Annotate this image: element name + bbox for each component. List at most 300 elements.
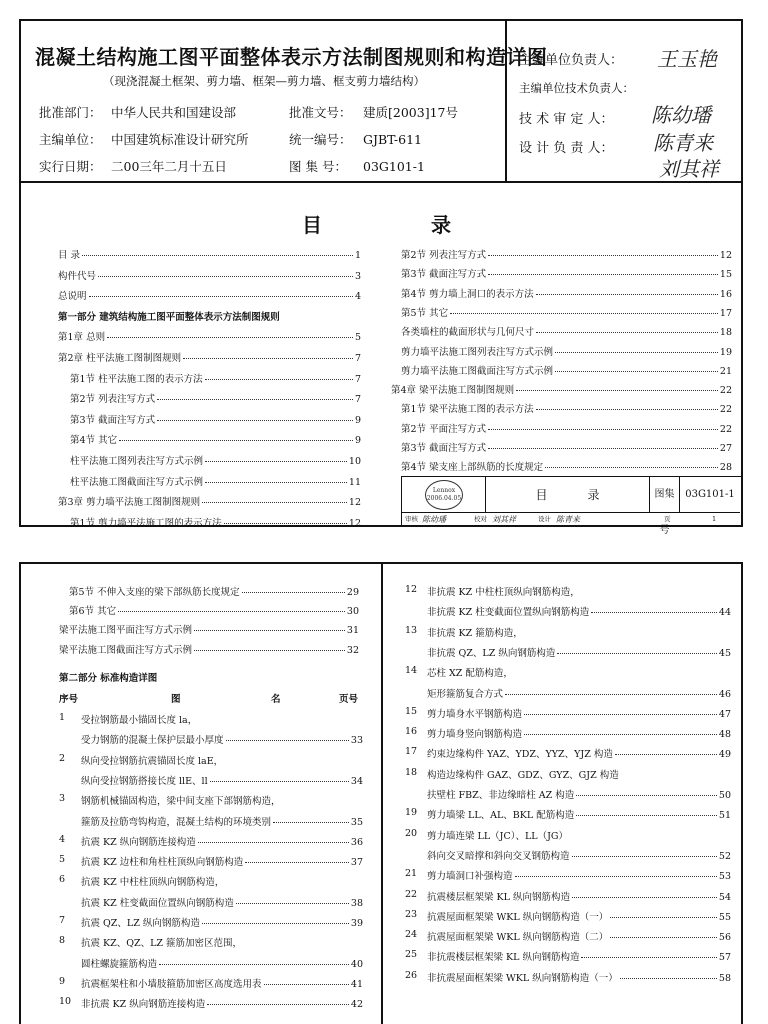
toc-leader <box>202 923 349 924</box>
toc-entry-title: 第4节 其它 <box>70 435 118 447</box>
item-line-2 <box>427 706 731 720</box>
item-line-2 <box>427 645 731 659</box>
toc-leader <box>524 734 717 735</box>
unified-no: GJBT-611 <box>363 132 422 147</box>
toc-entry-title: 第2节 列表注写方式 <box>70 394 156 406</box>
item-line-2 <box>427 686 731 700</box>
item-page: 40 <box>350 958 363 970</box>
toc-entry <box>401 305 732 319</box>
toc-entry-title: 第4节 剪力墙上洞口的表示方法 <box>401 288 534 300</box>
toc-leader <box>488 274 718 275</box>
toc-leader <box>207 1004 349 1005</box>
item-number: 24 <box>405 929 418 941</box>
item-title: 矩形箍筋复合方式 <box>427 688 504 700</box>
toc-leader <box>505 694 717 695</box>
toc-entry-title: 第一部分 建筑结构施工图平面整体表示方法制图规则 <box>58 311 280 323</box>
item-page: 50 <box>718 790 731 801</box>
item-page: 46 <box>718 688 731 700</box>
item-line-2 <box>427 929 731 943</box>
item-number: 10 <box>59 996 72 1008</box>
toc-leader <box>536 409 718 410</box>
item-number: 1 <box>59 712 66 723</box>
item-line-1: 非抗震 KZ 中柱柱顶纵向钢筋构造， <box>427 587 580 598</box>
item-title: 剪力墙梁 LL、AL、BKL 配筋构造 <box>427 810 575 822</box>
toc-entry <box>401 421 732 435</box>
item-title: 抗震 KZ 柱变截面位置纵向钢筋构造 <box>81 897 234 909</box>
toc-entry-page: 4 <box>354 291 361 303</box>
toc-entry-page: 28 <box>719 462 732 474</box>
item-page: 48 <box>718 729 731 741</box>
toc-entry <box>69 603 359 617</box>
col-header-name: 名 <box>271 694 281 705</box>
item-line-2 <box>427 807 731 821</box>
item-line-2 <box>81 854 363 868</box>
toc-entry-title: 第2章 柱平法施工图制图规则 <box>58 353 182 364</box>
toc-leader <box>89 296 353 297</box>
toc-leader <box>205 482 347 483</box>
toc-leader <box>242 592 345 593</box>
toc-leader <box>576 815 717 816</box>
toc-entry <box>70 453 361 467</box>
toc-leader <box>572 856 717 857</box>
toc-entry-title: 第3节 截面注写方式 <box>401 269 487 281</box>
toc-entry-page: 21 <box>719 365 732 377</box>
item-line-2 <box>427 868 731 882</box>
toc-entry-title: 第2节 平面注写方式 <box>401 423 487 435</box>
toc-leader <box>205 379 353 380</box>
toc-entry <box>70 474 361 488</box>
item-number: 20 <box>405 827 418 839</box>
item-line-2 <box>427 726 731 740</box>
toc-entry <box>401 440 732 454</box>
toc-entry <box>58 494 361 508</box>
toc-entry-title: 构件代号 <box>58 270 97 282</box>
responsible-persons <box>509 21 741 181</box>
toc-leader <box>555 371 718 372</box>
toc-entry-page: 11 <box>348 476 361 488</box>
item-number: 15 <box>405 705 418 717</box>
toc-leader <box>524 714 717 715</box>
toc-leader <box>450 313 718 314</box>
item-page: 38 <box>350 897 363 909</box>
toc-entry-title: 第5节 其它 <box>401 307 449 319</box>
toc-leader <box>488 429 718 430</box>
toc-entry-title: 梁平法施工图平面注写方式示例 <box>59 625 193 637</box>
item-title: 受力钢筋的混凝土保护层最小厚度 <box>81 735 224 747</box>
item-page: 35 <box>350 816 363 828</box>
item-title: 抗震屋面框架梁 WKL 纵向钢筋构造（一） <box>427 911 609 923</box>
atlas-no: 03G101-1 <box>363 159 425 174</box>
toc-entry-page: 30 <box>346 606 359 618</box>
toc-entry <box>59 622 359 636</box>
unit-head-label: 主编单位负责人： <box>519 53 624 68</box>
toc-leader <box>118 611 345 612</box>
toc-leader <box>224 523 347 524</box>
item-page: 34 <box>350 775 363 787</box>
toc-entry-page: 32 <box>346 644 359 656</box>
toc-entry-page: 17 <box>719 307 732 319</box>
editor-unit-label: 主编单位： <box>39 132 102 147</box>
item-page: 41 <box>350 978 363 990</box>
toc-entry <box>70 515 361 529</box>
toc-entry-title: 第4章 梁平法施工图制图规则 <box>391 385 515 397</box>
item-line-2 <box>81 834 363 848</box>
toc-leader <box>245 862 349 863</box>
item-line-2 <box>427 787 731 801</box>
designer-signature-1: 陈青来 <box>653 131 713 155</box>
toc-entry-page: 18 <box>719 327 732 339</box>
effective-date: 二00三年二月十五日 <box>111 159 227 174</box>
toc-entry-page: 12 <box>719 250 732 261</box>
toc-entry <box>70 391 361 405</box>
column-divider <box>381 564 383 1024</box>
item-page: 45 <box>718 647 731 659</box>
toc-entry <box>391 382 732 396</box>
toc-leader <box>555 352 718 353</box>
item-number: 12 <box>405 584 418 595</box>
toc-leader <box>107 337 353 338</box>
toc-entry <box>69 584 359 598</box>
title-block-name-char-2: 录 <box>587 488 600 502</box>
part2-title: 第二部分 标准构造详图 <box>59 673 158 684</box>
cover-header <box>21 21 741 183</box>
item-title: 非抗震 KZ 柱变截面位置纵向钢筋构造 <box>427 607 590 619</box>
item-number: 7 <box>59 915 66 926</box>
item-title: 剪力墙身竖向钢筋构造 <box>427 729 523 741</box>
item-title: 非抗震 KZ 纵向钢筋连接构造 <box>81 999 206 1011</box>
item-number: 3 <box>59 793 66 805</box>
check-signature: 刘其祥 <box>492 515 516 524</box>
item-page: 51 <box>718 810 731 822</box>
toc-entry <box>401 324 732 338</box>
item-page: 37 <box>350 857 363 869</box>
item-number: 13 <box>405 624 418 636</box>
item-page: 47 <box>718 708 731 720</box>
toc-leader <box>488 255 718 256</box>
toc-leader <box>515 876 717 877</box>
toc-leader <box>194 650 345 651</box>
toc-leader <box>119 440 353 441</box>
col-header-no: 序号 <box>59 694 79 705</box>
item-title: 非抗震楼层框架梁 KL 纵向钢筋构造 <box>427 952 580 964</box>
toc-entry-title: 第3章 剪力墙平法施工图制图规则 <box>58 497 201 509</box>
stamp-cell <box>402 477 486 513</box>
reviewer-label: 技 术 审 定 人： <box>519 112 614 127</box>
item-page: 36 <box>350 836 363 848</box>
toc-entry-title: 各类墙柱的截面形状与几何尺寸 <box>401 327 535 339</box>
atlas-number: 03G101-1 <box>685 489 735 500</box>
item-line-2 <box>81 915 363 929</box>
designer-label: 设 计 负 责 人： <box>519 141 614 156</box>
toc-entry <box>401 363 732 377</box>
toc-title-char-1: 目 <box>302 213 322 237</box>
item-number: 18 <box>405 766 418 778</box>
toc-leader <box>581 957 716 958</box>
toc-leader <box>516 390 718 391</box>
toc-leader <box>205 461 347 462</box>
reviewer-signature: 陈幼璠 <box>651 103 711 127</box>
item-title: 扶壁柱 FBZ、非边缘暗柱 AZ 构造 <box>427 790 575 801</box>
toc-leader <box>194 630 345 631</box>
approval-dept: 中华人民共和国建设部 <box>111 105 237 120</box>
catalog-page-2 <box>19 562 743 1024</box>
item-number: 26 <box>405 969 418 981</box>
toc-entry <box>58 309 361 323</box>
toc-entry <box>58 350 361 364</box>
item-line-1: 纵向受拉钢筋抗震锚固长度 laE， <box>81 755 224 767</box>
meta-row-approval <box>39 103 458 121</box>
toc-entry-page: 22 <box>719 423 732 435</box>
toc-entry-page: 22 <box>719 385 732 397</box>
item-number: 2 <box>59 752 66 764</box>
toc-leader <box>198 842 349 843</box>
item-line-2 <box>81 732 363 746</box>
item-line-1: 构造边缘构件 GAZ、GDZ、GYZ、GJZ 构造 <box>427 769 619 781</box>
toc-entry-title: 梁平法施工图截面注写方式示例 <box>59 644 193 656</box>
toc-leader <box>557 653 717 654</box>
toc-entry-title: 剪力墙平法施工图截面注写方式示例 <box>401 365 554 377</box>
toc-entry <box>401 459 732 473</box>
toc-leader <box>610 937 717 938</box>
toc-leader <box>226 740 349 741</box>
item-title: 抗震 KZ 纵向钢筋连接构造 <box>81 836 196 848</box>
toc-entry-page: 12 <box>348 497 361 509</box>
item-line-1: 抗震 KZ、QZ、LZ 箍筋加密区范围， <box>81 938 243 950</box>
toc-leader <box>183 358 353 359</box>
item-number: 21 <box>405 868 418 880</box>
item-page: 39 <box>350 918 363 929</box>
tech-head-label: 主编单位技术负责人： <box>519 81 634 95</box>
col-header-fig: 图 <box>171 694 181 705</box>
item-number: 23 <box>405 908 418 920</box>
toc-entry-page: 9 <box>354 414 361 426</box>
item-title: 约束边缘构件 YAZ、YDZ、YYZ、YJZ 构造 <box>427 749 613 761</box>
toc-entry <box>58 288 361 302</box>
toc-entry <box>401 247 732 261</box>
toc-entry-page: 5 <box>354 332 361 344</box>
item-title: 抗震楼层框架梁 KL 纵向钢筋构造 <box>427 891 570 903</box>
item-line-2 <box>427 949 731 963</box>
item-number: 22 <box>405 888 418 900</box>
item-title: 圆柱螺旋箍筋构造 <box>81 958 158 970</box>
item-page: 57 <box>718 952 731 964</box>
toc-entry-title: 剪力墙平法施工图列表注写方式示例 <box>401 346 554 358</box>
item-number: 25 <box>405 949 418 961</box>
item-page: 52 <box>718 850 731 862</box>
title-block-name <box>486 477 650 513</box>
toc-entry-title: 柱平法施工图列表注写方式示例 <box>70 456 204 467</box>
item-page: 42 <box>350 999 363 1011</box>
toc-leader <box>157 420 353 421</box>
item-title: 纵向受拉钢筋搭接长度 llE、ll <box>81 775 208 787</box>
item-line-2 <box>81 956 363 970</box>
item-page: 54 <box>718 891 731 903</box>
editor-unit: 中国建筑标准设计研究所 <box>111 132 249 147</box>
toc-leader <box>236 903 349 904</box>
item-title: 抗震 QZ、LZ 纵向钢筋构造 <box>81 918 200 929</box>
toc-entry-page: 22 <box>719 404 732 416</box>
toc-entry <box>58 247 361 261</box>
toc-entry-page: 29 <box>346 587 359 598</box>
item-title: 抗震框架柱和小墙肢箍筋加密区高度选用表 <box>81 978 262 990</box>
item-title: 非抗震 QZ、LZ 纵向钢筋构造 <box>427 647 556 659</box>
toc-entry-title: 第1节 梁平法施工图的表示方法 <box>401 404 534 416</box>
toc-leader <box>82 255 353 256</box>
item-title: 抗震 KZ 边柱和角柱柱顶纵向钢筋构造 <box>81 857 244 869</box>
item-line-2 <box>81 976 363 990</box>
item-title: 斜向交叉暗撑和斜向交叉钢筋构造 <box>427 850 570 862</box>
col-header-page: 页号 <box>339 694 359 705</box>
approval-no: 建质[2003]17号 <box>363 105 458 120</box>
item-line-2 <box>427 604 731 618</box>
effective-date-label: 实行日期： <box>39 159 102 174</box>
item-line-1: 非抗震 KZ 箍筋构造， <box>427 627 523 639</box>
toc-leader <box>210 781 349 782</box>
check-label: 校对 <box>474 515 487 523</box>
toc-entry-title: 总说明 <box>58 291 87 303</box>
toc-leader <box>545 467 718 468</box>
toc-entry-page: 19 <box>719 346 732 358</box>
toc-entry-title: 目 录 <box>58 250 81 261</box>
item-number: 6 <box>59 874 66 886</box>
item-page: 53 <box>718 871 731 883</box>
toc-entry <box>70 412 361 426</box>
toc-entry-title: 第4节 梁支座上部纵筋的长度规定 <box>401 462 544 474</box>
item-line-2 <box>427 746 731 760</box>
toc-entry-page: 10 <box>348 456 361 467</box>
toc-entry-title: 第5节 不伸入支座的梁下部纵筋长度规定 <box>69 587 240 598</box>
unified-no-label: 统一编号： <box>289 132 352 147</box>
toc-leader <box>536 294 718 295</box>
stamp: Lennox 2006.04.05 <box>425 480 463 510</box>
toc-entry-page: 7 <box>354 373 361 385</box>
review-signature: 陈幼璠 <box>422 515 446 524</box>
toc-leader <box>536 332 718 333</box>
toc-entry <box>401 344 732 358</box>
toc-entry-title: 柱平法施工图截面注写方式示例 <box>70 476 204 488</box>
item-line-1: 受拉钢筋最小锚固长度 la， <box>81 715 198 726</box>
designer-signature-2: 刘其祥 <box>659 157 719 181</box>
item-number: 14 <box>405 665 418 677</box>
toc-entry-page: 3 <box>354 270 361 282</box>
toc-entry-title: 第1节 柱平法施工图的表示方法 <box>70 373 203 385</box>
item-line-2 <box>81 814 363 828</box>
toc-entry-title: 第1章 总则 <box>58 332 106 344</box>
toc-entry <box>58 268 361 282</box>
toc-entry-title: 第2节 列表注写方式 <box>401 250 487 261</box>
title-block <box>401 476 741 536</box>
approval-dept-label: 批准部门： <box>39 105 102 120</box>
toc-entry-title: 第3节 截面注写方式 <box>70 414 156 426</box>
toc-entry-page: 9 <box>354 435 361 447</box>
item-line-1: 剪力墙连梁 LL（JC）、LL（JG） <box>427 830 568 842</box>
toc-entry <box>401 266 732 280</box>
toc-leader <box>620 978 717 979</box>
item-line-1: 芯柱 XZ 配筋构造， <box>427 668 513 680</box>
item-title: 抗震屋面框架梁 WKL 纵向钢筋构造（二） <box>427 932 609 944</box>
toc-entry-page: 27 <box>719 443 732 454</box>
meta-row-editor <box>39 130 422 148</box>
toc-entry <box>70 371 361 385</box>
toc-leader <box>576 795 717 796</box>
item-page: 55 <box>718 911 731 923</box>
item-number: 5 <box>59 854 66 866</box>
item-line-2 <box>81 895 363 909</box>
item-number: 17 <box>405 746 418 758</box>
item-page: 49 <box>718 749 731 761</box>
item-line-2 <box>81 773 363 787</box>
toc-entry <box>58 329 361 343</box>
toc-leader <box>157 399 353 400</box>
review-label: 审核 <box>405 515 418 523</box>
atlas-label: 图集号 <box>650 477 680 513</box>
design-label: 设计 <box>538 515 551 523</box>
header-info <box>21 21 548 181</box>
toc-entry <box>70 432 361 446</box>
item-number: 8 <box>59 935 66 947</box>
item-number: 16 <box>405 726 418 738</box>
toc-leader <box>591 612 717 613</box>
item-line-2 <box>427 970 731 984</box>
toc-entry-title: 第1节 剪力墙平法施工图的表示方法 <box>70 517 222 529</box>
toc-entry-title: 第3节 截面注写方式 <box>401 443 487 454</box>
atlas-no-label: 图 集 号： <box>289 159 347 174</box>
catalog-page-1 <box>19 19 743 536</box>
main-title: 混凝土结构施工图平面整体表示方法制图规则和构造详图 <box>35 45 548 69</box>
item-title: 剪力墙洞口补强构造 <box>427 871 513 883</box>
toc-entry-page: 1 <box>354 250 361 261</box>
toc-entry <box>59 642 359 656</box>
toc-leader <box>273 822 349 823</box>
toc-entry <box>401 286 732 300</box>
design-signature: 陈青来 <box>556 515 580 524</box>
toc-entry <box>401 401 732 415</box>
unit-head-signature: 王玉艳 <box>657 47 717 71</box>
item-title: 箍筋及拉筋弯钩构造，混凝土结构的环境类别 <box>81 816 272 828</box>
toc-leader <box>488 448 718 449</box>
toc-leader <box>572 897 717 898</box>
meta-row-date <box>39 157 425 175</box>
toc-entry-page: 7 <box>354 394 361 406</box>
title-block-name-char-1: 目 <box>535 488 548 502</box>
toc-entry-page: 7 <box>354 353 361 364</box>
item-line-1: 抗震 KZ 中柱柱顶纵向钢筋构造， <box>81 877 225 889</box>
toc-leader <box>159 964 349 965</box>
item-page: 58 <box>718 972 731 984</box>
toc-entry-page: 31 <box>346 625 359 637</box>
item-number: 9 <box>59 975 66 987</box>
toc-leader <box>98 276 353 277</box>
item-number: 19 <box>405 807 418 819</box>
toc-entry-page: 16 <box>719 288 732 300</box>
item-line-2 <box>427 848 731 862</box>
toc-leader <box>202 502 347 503</box>
item-line-2 <box>81 996 363 1010</box>
toc-entry-page: 15 <box>719 269 732 281</box>
item-page: 44 <box>718 607 731 619</box>
item-line-1: 钢筋机械锚固构造，梁中间支座下部钢筋构造， <box>81 796 281 808</box>
item-page: 33 <box>350 735 363 747</box>
toc-entry-title: 第6节 其它 <box>69 606 117 618</box>
toc-leader <box>615 754 717 755</box>
toc-leader <box>610 917 717 918</box>
item-page: 56 <box>718 932 731 944</box>
toc-leader <box>264 984 349 985</box>
toc-entry-page: 12 <box>348 517 361 529</box>
approval-no-label: 批准文号： <box>289 105 352 120</box>
page-label: 页 <box>664 515 671 523</box>
toc-title-char-2: 录 <box>431 213 451 237</box>
